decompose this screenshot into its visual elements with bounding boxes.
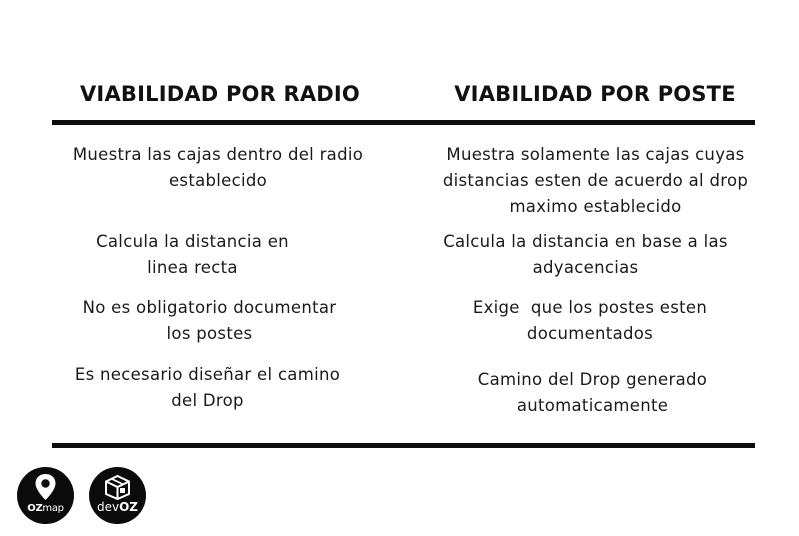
radio-item (48, 142, 388, 194)
header-viabilidad-poste: VIABILIDAD POR POSTE (454, 82, 736, 106)
poste-item (440, 295, 740, 347)
radio-item-line: Calcula la distancia en (96, 232, 289, 251)
radio-item-line: linea recta (147, 258, 238, 277)
ozmap-wordmark: OZmap (27, 503, 64, 514)
devoz-wordmark: devOZ (96, 500, 138, 514)
radio-item-line: No es obligatorio documentar (82, 298, 337, 317)
cube-icon (89, 467, 146, 503)
radio-item (50, 362, 365, 414)
poste-item (440, 367, 745, 419)
map-pin-icon (17, 467, 74, 507)
ozmap-logo (17, 467, 74, 524)
poste-item (418, 229, 753, 281)
radio-item-line: establecido (168, 171, 268, 190)
header-viabilidad-radio: VIABILIDAD POR RADIO (79, 82, 360, 106)
top-divider (52, 120, 755, 125)
radio-item-line: los postes (166, 324, 253, 343)
poste-item-line: adyacencias (532, 258, 639, 277)
radio-item (52, 295, 367, 347)
poste-item-line: maximo establecido (509, 197, 682, 216)
poste-item-line: Muestra solamente las cajas cuyas (446, 145, 745, 164)
poste-item-line: documentados (526, 324, 654, 343)
poste-item-line: Calcula la distancia en base a las (443, 232, 728, 251)
radio-item (70, 229, 315, 281)
poste-item-line: Exige que los postes esten (472, 298, 708, 317)
poste-item-line: Camino del Drop generado (477, 370, 708, 389)
radio-item-line: del Drop (171, 391, 244, 410)
radio-item-line: Es necesario diseñar el camino (74, 365, 341, 384)
poste-item (418, 142, 773, 220)
bottom-divider (52, 443, 755, 448)
poste-item-line: automaticamente (516, 396, 669, 415)
radio-item-line: Muestra las cajas dentro del radio (72, 145, 364, 164)
devoz-logo (89, 467, 146, 524)
poste-item-line: distancias esten de acuerdo al drop (442, 171, 749, 190)
